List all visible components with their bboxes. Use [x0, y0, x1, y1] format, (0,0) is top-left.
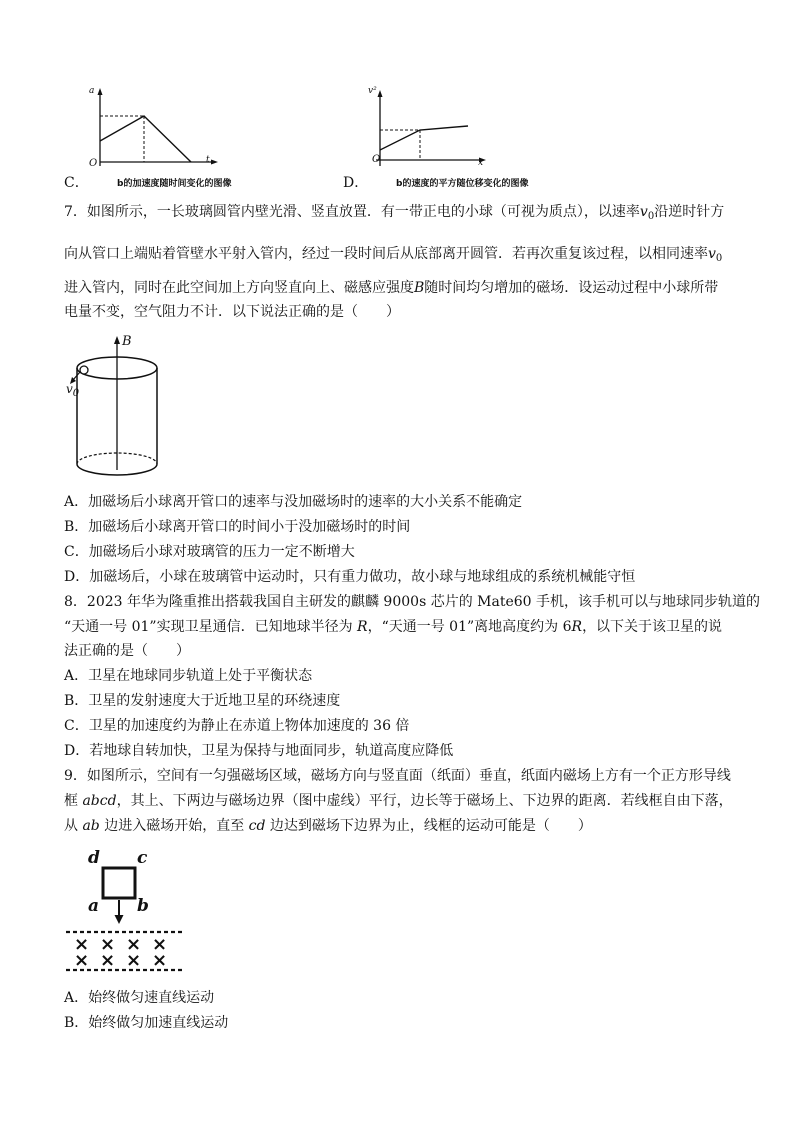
graph-c-xlabel: t	[206, 155, 210, 165]
q7-option-d[interactable]: D．加磁场后，小球在玻璃管中运动时，只有重力做功，故小球与地球组成的系统机械能守恒	[64, 569, 636, 585]
graph-d-origin: O	[372, 154, 381, 165]
q7-line1: 7．如图所示，一长玻璃圆管内壁光滑、竖直放置．有一带正电的小球（可视为质点），以速率$v_0$沿逆时针方	[64, 204, 725, 222]
q9-option-a[interactable]: A．始终做匀速直线运动	[64, 990, 215, 1006]
field-cross: ×	[126, 950, 142, 971]
q8-option-d[interactable]: D．若地球自转加快，卫星为保持与地面同步，轨道高度应降低	[64, 743, 454, 759]
q9-fig-d: d	[88, 848, 100, 868]
q7-option-b[interactable]: B．加磁场后小球离开管口的时间小于没加磁场时的时间	[64, 519, 411, 535]
field-cross: ×	[126, 934, 142, 955]
graph-c-option: C．	[64, 175, 89, 191]
field-cross: ×	[100, 934, 116, 955]
field-cross: ×	[100, 950, 116, 971]
q7-tube-figure	[60, 332, 170, 482]
q9-option-b[interactable]: B．始终做匀加速直线运动	[64, 1015, 229, 1031]
q9-fig-b: b	[137, 896, 149, 916]
graph-d-caption: b的速度的平方随位移变化的图像	[396, 179, 529, 189]
field-cross: ×	[74, 950, 90, 971]
q9-line1: 9．如图所示，空间有一匀强磁场区域，磁场方向与竖直面（纸面）垂直，纸面内磁场上方有一个正方形导线	[64, 768, 731, 784]
q8-option-c[interactable]: C．卫星的加速度约为静止在赤道上物体加速度的 36 倍	[64, 718, 410, 734]
q7-fig-v0: $v_0$	[66, 382, 80, 399]
graph-c	[84, 84, 224, 176]
field-cross: ×	[74, 934, 90, 955]
graph-c-ylabel: a	[89, 86, 95, 96]
q7-option-c[interactable]: C．加磁场后小球对玻璃管的压力一定不断增大	[64, 544, 355, 560]
graph-d-option: D．	[343, 175, 369, 191]
q9-line3: 从 ab 边进入磁场开始，直至 cd 边达到磁场下边界为止，线框的运动可能是（ ）	[64, 818, 592, 834]
q8-option-b[interactable]: B．卫星的发射速度大于近地卫星的环绕速度	[64, 693, 341, 709]
q7-line3: 进入管内，同时在此空间加上方向竖直向上、磁感应强度B随时间均匀增加的磁场．设运动过程中小球所带	[64, 280, 719, 296]
q7-line2: 向从管口上端贴着管壁水平射入管内，经过一段时间后从底部离开圆管．若再次重复该过程，以相同速率$v_0$	[64, 246, 723, 264]
q7-fig-B: B	[122, 334, 132, 349]
q9-fig-c: c	[137, 848, 148, 868]
q8-line3: 法正确的是（ ）	[64, 643, 190, 659]
q8-line2: “天通一号 01”实现卫星通信．已知地球半径为 R，“天通一号 01”离地高度约为 6R，以下关于该卫星的说	[64, 619, 723, 635]
q7-line4: 电量不变，空气阻力不计．以下说法正确的是（ ）	[64, 304, 400, 320]
field-cross: ×	[152, 950, 168, 971]
graph-d-xlabel: x	[478, 158, 484, 168]
graph-d-ylabel: v²	[368, 86, 377, 96]
graph-c-caption: b的加速度随时间变化的图像	[117, 179, 232, 189]
q8-line1: 8．2023 年华为隆重推出搭载我国自主研发的麒麟 9000s 芯片的 Mate60 手机，该手机可以与地球同步轨道的	[64, 594, 761, 610]
field-cross: ×	[152, 934, 168, 955]
graph-c-origin: O	[89, 158, 98, 169]
q9-line2: 框 abcd，其上、下两边与磁场边界（图中虚线）平行，边长等于磁场上、下边界的距离．若线框自由下落，	[64, 793, 733, 809]
q9-fig-a: a	[88, 896, 100, 916]
q8-option-a[interactable]: A．卫星在地球同步轨道上处于平衡状态	[64, 668, 313, 684]
q7-option-a[interactable]: A．加磁场后小球离开管口的速率与没加磁场时的速率的大小关系不能确定	[64, 494, 523, 510]
